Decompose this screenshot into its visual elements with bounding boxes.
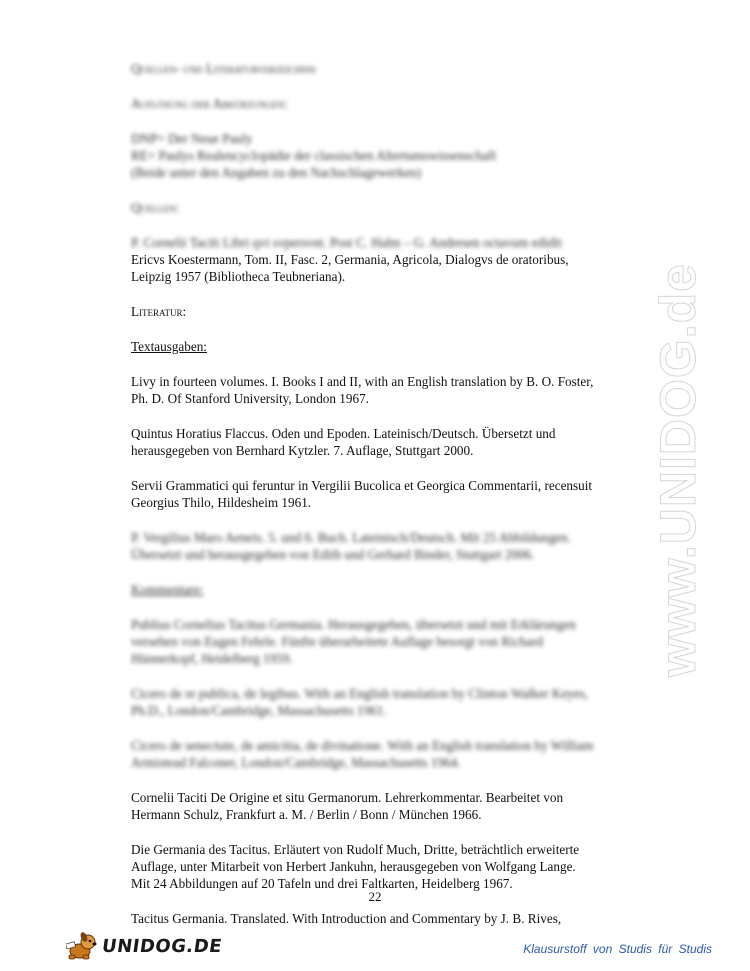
bibliography-entry <box>131 910 631 927</box>
entry-line: Ph. D. Of Stanford University, London 1967. <box>131 391 369 406</box>
entry-line: Publius Cornelius Tacitus Germania. Herausgegeben, übersetzt und mit Erklärungen <box>131 617 576 632</box>
bibliography-entry <box>131 425 631 459</box>
logo-text: UNIDOG.DE <box>100 935 224 957</box>
bibliography-entry-blurred <box>131 685 631 719</box>
entry-line: Übersetzt und herausgegeben von Edith und Gerhard Binder, Stuttgart 2006. <box>131 547 535 562</box>
quellen-header: Quellen- und Literaturverzeichnis <box>131 61 316 76</box>
quellen-entry-line: Ericvs Koestermann, Tom. II, Fasc. 2, Germania, Agricola, Dialogvs de oratoribus, <box>131 252 569 267</box>
entry-line: Die Germania des Tacitus. Erläutert von Rudolf Much, Dritte, beträchtlich erweiterte <box>131 842 580 857</box>
quellen-entry-line: Leipzig 1957 (Bibliotheca Teubneriana). <box>131 269 346 284</box>
entry-line: Armistead Falconer, London/Cambridge, Massachusetts 1964. <box>131 755 461 770</box>
bibliography-entry <box>131 373 631 407</box>
entry-line: Auflage, unter Mitarbeit von Herbert Jankuhn, herausgegeben von Wolfgang Lange. <box>131 859 576 874</box>
abbrev-list <box>131 130 631 181</box>
entry-line: Georgius Thilo, Hildesheim 1961. <box>131 495 312 510</box>
entry-line: herausgegeben von Bernhard Kytzler. 7. Auflage, Stuttgart 2000. <box>131 443 474 458</box>
entry-line: Servii Grammatici qui feruntur in Vergilii Bucolica et Georgica Commentarii, recensuit <box>131 478 593 493</box>
entry-line: Mit 24 Abbildungen auf 20 Tafeln und drei Faltkarten, Heidelberg 1967. <box>131 876 513 891</box>
abbrev-line: DNP= Der Neue Pauly <box>131 131 253 146</box>
quellen-entry <box>131 251 631 285</box>
bibliography-entry-blurred <box>131 616 631 667</box>
entry-line: Tacitus Germania. Translated. With Introduction and Commentary by J. B. Rives, <box>131 911 562 926</box>
footer-tagline: Klausurstoff von Studis für Studis <box>523 942 712 956</box>
watermark-text: www.UNIDOG.de <box>650 263 706 677</box>
bibliography-entry <box>131 477 631 511</box>
bibliography-content <box>131 60 631 927</box>
entry-line: Cornelii Taciti De Origine et situ Germanorum. Lehrerkommentar. Bearbeitet von <box>131 790 564 805</box>
entry-line: Hermann Schulz, Frankfurt a. M. / Berlin / Bonn / München 1966. <box>131 807 482 822</box>
blurred-header-block <box>131 60 631 251</box>
abbrev-line: (Beide unter den Angaben zu den Nachschlagewerken) <box>131 165 422 180</box>
textausgaben-label: Textausgaben: <box>131 339 207 354</box>
bibliography-entry-blurred <box>131 737 631 771</box>
dog-mascot-icon <box>66 931 98 961</box>
abbrev-line: RE= Paulys Realencyclopädie der classischen Altertumswissenschaft <box>131 148 497 163</box>
watermark <box>618 250 738 690</box>
bibliography-entry-blurred <box>131 529 631 563</box>
entry-line: Hünnerkopf, Heidelberg 1959. <box>131 651 293 666</box>
bibliography-entry <box>131 841 631 892</box>
entry-line: Quintus Horatius Flaccus. Oden und Epoden. Lateinisch/Deutsch. Übersetzt und <box>131 426 556 441</box>
quellen-entry-blurred: P. Cornelii Taciti Libri qvi svpersvnt. Post C. Halm – G. Andresen octavum edidit <box>131 235 562 250</box>
entry-line: Cicero de senectute, de amicitia, de divinatione. With an English translation by William <box>131 738 594 753</box>
page-number: 22 <box>368 889 382 904</box>
entry-line: versehen von Eugen Fehrle. Fünfte überarbeitete Auflage besorgt von Richard <box>131 634 544 649</box>
kommentare-label: Kommentare: <box>131 582 204 597</box>
entry-line: Livy in fourteen volumes. I. Books I and II, with an English translation by B. O. Foster, <box>131 374 594 389</box>
entry-line: Cicero de re publica, de legibus. With an English translation by Clinton Walker Keyes, <box>131 686 589 701</box>
quellen-label: Quellen: <box>131 200 180 215</box>
bibliography-entry <box>131 789 631 823</box>
abbrev-header: Auflösung der Abkürzungen: <box>131 96 288 111</box>
blurred-middle-block <box>131 529 631 771</box>
entry-line: Ph.D., London/Cambridge, Massachusetts 1961. <box>131 703 387 718</box>
entry-line: P. Vergilius Maro Aeneis. 5. und 6. Buch. Lateinisch/Deutsch. Mit 25 Abbildungen. <box>131 530 571 545</box>
unidog-logo[interactable] <box>66 930 222 962</box>
literatur-label: Literatur: <box>131 304 187 319</box>
